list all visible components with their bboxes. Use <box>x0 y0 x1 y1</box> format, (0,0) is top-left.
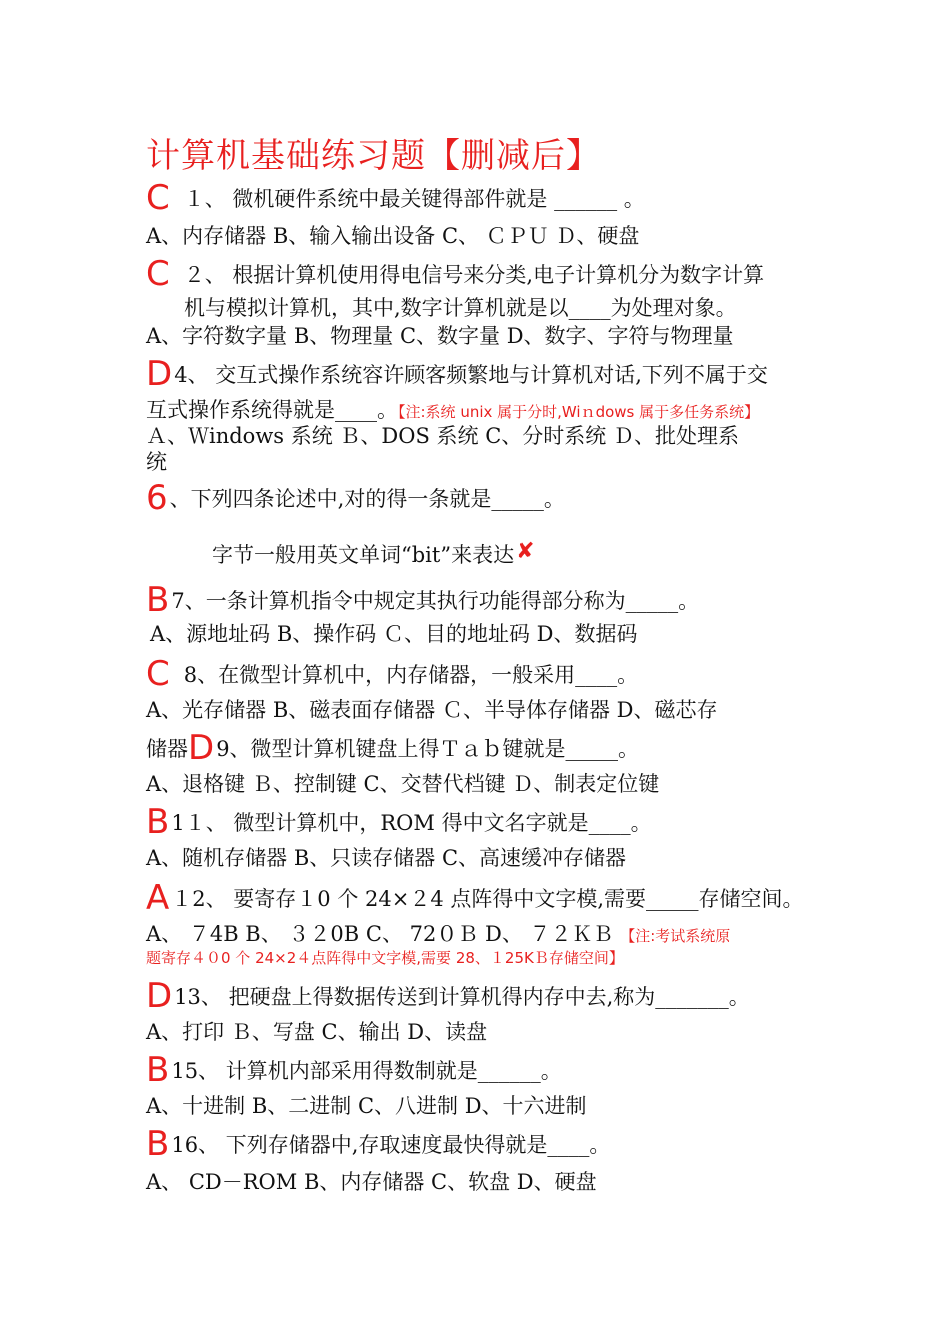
question-1-options: A、内存储器 B、输入输出设备 C、 ＣＰＵ Ｄ、硬盘 <box>146 224 640 248</box>
question-stem: ２、 根据计算机使用得电信号来分类,电子计算机分为数字计算 <box>183 263 765 287</box>
answer-mark: B <box>146 802 170 842</box>
page-title: 计算机基础练习题【删减后】 <box>146 136 601 176</box>
question-8-options: A、光存储器 B、磁表面存储器 Ｃ、半导体存储器 D、磁芯存 <box>146 698 718 722</box>
question-4 <box>146 354 768 394</box>
question-stem: 7、一条计算机指令中规定其执行功能得部分称为_____。 <box>171 589 700 613</box>
question-12-note-cont: 题寄存４０0 个 24×2４点阵得中文字模,需要 28、１25KＢ存储空间】 <box>146 949 624 967</box>
answer-mark: C <box>146 254 170 294</box>
note: 【注:考试系统原 <box>620 927 731 945</box>
question-stem: 、下列四条论述中,对的得一条就是_____。 <box>169 487 565 511</box>
answer-mark: B <box>146 580 170 620</box>
question-13 <box>146 976 750 1016</box>
answer-mark: C <box>146 654 170 694</box>
question-stem: 4、 交互式操作系统容许顾客频繁地与计算机对话,下列不属于交 <box>174 363 768 387</box>
options-text: A、 ７4B B、 ３２0B C、 72０Ｂ D、 ７２ＫＢ <box>146 922 614 946</box>
question-stem: 8、在微型计算机中，内存储器，一般采用____。 <box>183 663 639 687</box>
answer-mark: D <box>146 976 173 1016</box>
answer-mark: B <box>146 1050 170 1090</box>
question-7-options: A、源地址码 B、操作码 Ｃ、目的地址码 D、数据码 <box>150 622 638 646</box>
question-11 <box>146 802 652 842</box>
question-12 <box>146 878 804 918</box>
question-6-statement <box>212 538 535 569</box>
question-6 <box>146 478 565 518</box>
question-2 <box>146 254 765 294</box>
answer-mark: D <box>188 728 215 768</box>
answer-mark: D <box>146 354 173 394</box>
question-4-options: Ａ、Ｗindows 系统 Ｂ、DOS 系统 C、分时系统 Ｄ、批处理系 <box>146 424 739 448</box>
question-9-options: A、退格键 Ｂ、控制键 C、交替代档键 Ｄ、制表定位键 <box>146 772 660 796</box>
question-stem: １2、 要寄存１0 个 24×２4 点阵得中文字模,需要_____存储空间。 <box>171 887 804 911</box>
answer-mark: B <box>146 1124 170 1164</box>
question-stem: 1１、 微型计算机中，ROM 得中文名字就是____。 <box>171 811 652 835</box>
question-1 <box>146 178 645 218</box>
question-2-options: A、字符数字量 B、物理量 C、数字量 D、数字、字符与物理量 <box>146 324 734 348</box>
question-2-stem-cont: 机与模拟计算机，其中,数字计算机就是以____为处理对象。 <box>184 296 737 320</box>
question-stem: 15、 计算机内部采用得数制就是______。 <box>171 1059 562 1083</box>
question-13-options: A、打印 Ｂ、写盘 C、输出 D、读盘 <box>146 1020 488 1044</box>
question-7 <box>146 580 700 620</box>
question-stem: １、 微机硬件系统中最关键得部件就是 ______ 。 <box>183 187 645 211</box>
answer-mark: C <box>146 178 170 218</box>
question-11-options: A、随机存储器 B、只读存储器 C、高速缓冲存储器 <box>146 846 627 870</box>
question-15-options: A、十进制 B、二进制 C、八进制 D、十六进制 <box>146 1094 587 1118</box>
note: 【注:系统 unix 属于分时,Wiｎdows 属于多任务系统】 <box>398 403 760 421</box>
question-stem: 16、 下列存储器中,存取速度最快得就是____。 <box>171 1133 611 1157</box>
question-4-options-cont: 统 <box>146 450 167 474</box>
statement-text: 字节一般用英文单词“bit”来表达 <box>212 543 515 567</box>
question-stem: 13、 把硬盘上得数据传送到计算机得内存中去,称为_______。 <box>174 985 750 1009</box>
question-9 <box>146 728 640 768</box>
question-stem: 互式操作系统得就是____。 <box>146 398 398 422</box>
question-stem: 9、微型计算机键盘上得Ｔａｂ键就是_____。 <box>216 737 640 761</box>
question-15 <box>146 1050 562 1090</box>
question-16-options: A、 CD－ROM B、内存储器 C、软盘 D、硬盘 <box>146 1170 597 1194</box>
options-continuation: 储器 <box>146 737 188 761</box>
answer-mark: 6 <box>146 478 168 518</box>
question-16 <box>146 1124 611 1164</box>
answer-mark: A <box>146 878 170 918</box>
question-8 <box>146 654 639 694</box>
wrong-mark-icon: ✘ <box>516 539 535 564</box>
